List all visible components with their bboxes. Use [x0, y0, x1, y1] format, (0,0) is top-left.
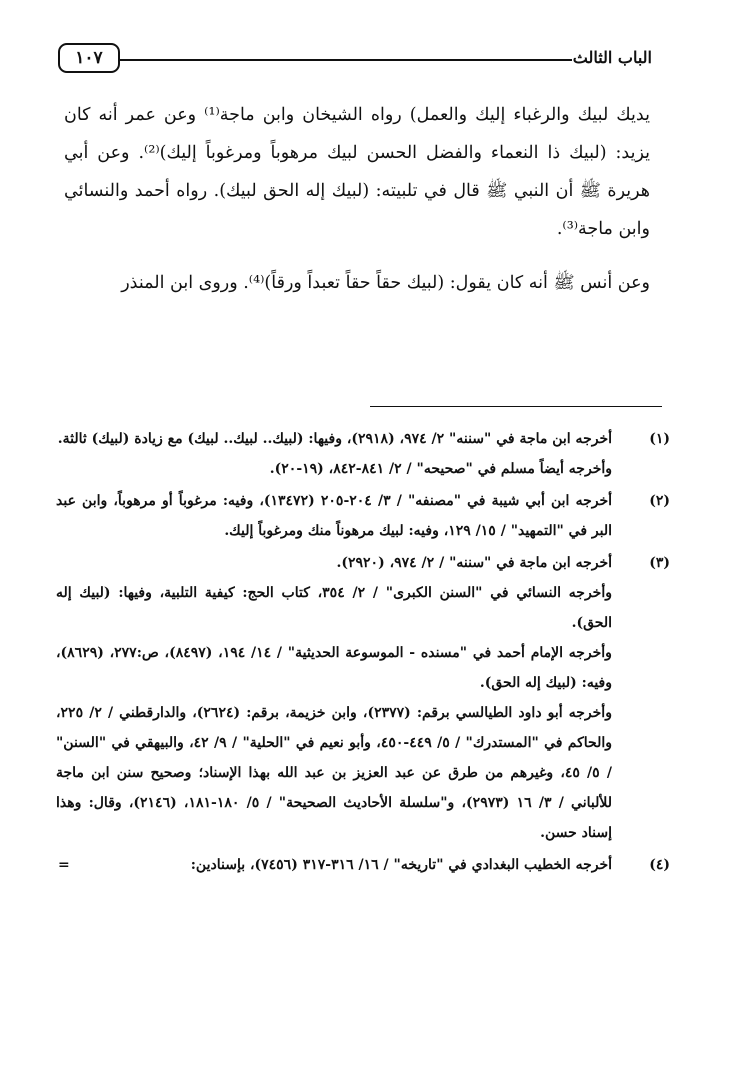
footnote-1 [56, 424, 670, 484]
footnote-number: (٤) [649, 857, 670, 873]
footnote-4 [56, 850, 670, 880]
main-text [64, 96, 650, 302]
footnote-number: (١) [649, 431, 670, 447]
footnote-line: وأخرجه أبو داود الطيالسي برقم: (٢٣٧٧)، وابن خزيمة، برقم: (٢٦٢٤)، والدارقطني / ٢/ ٢٢٥، والحاكم في "المستدرك" / ٥/ ٤٤٩-٤٥٠، وأبو نعيم في "الحلية" / ٩/ ٤٢، والبيهقي في "السنن" / ٥/ ٤٥، وغيرهم من طرق عن عبد العزيز بن عبد الله بهذا الإسناد؛ وصحيح سنن ابن ماجة للألباني / ٣/ ١٦ (٢٩٧٣)، و"سلسلة الأحاديث الصحيحة" / ٥/ ١٨٠-١٨١، (٢١٤٦)، وقال: وهذا إسناد حسن. [56, 705, 612, 841]
footnote-line: أخرجه ابن أبي شيبة في "مصنفه" / ٣/ ٢٠٤-٢٠٥ (١٣٤٧٢)، وفيه: مرغوباً أو مرهوباً، وابن عبد البر في "التمهيد" / ١٥/ ١٢٩، وفيه: لبيك مرهوناً منك ومرغوباً إليك. [56, 493, 613, 539]
footnote-3 [56, 548, 670, 848]
footnote-separator [370, 406, 662, 407]
footnote-line: وأخرجه النسائي في "السنن الكبرى" / ٢/ ٣٥٤، كتاب الحج: كيفية التلبية، وفيها: (لبيك إله الحق). [56, 585, 612, 631]
footnote-number: (٣) [649, 555, 670, 571]
header-rule [118, 59, 572, 61]
footnote-line: أخرجه الخطيب البغدادي في "تاريخه" / ١٦/ ٣١٦-٣١٧ (٧٤٥٦)، بإسنادين: [190, 857, 612, 873]
footnote-line: أخرجه ابن ماجة في "سننه" ٢/ ٩٧٤، (٢٩١٨)، وفيها: (لبيك.. لبيك.. لبيك) مع زيادة (لبيك) ثالثة. [57, 431, 612, 447]
footnote-line: أخرجه ابن ماجة في "سننه" / ٢/ ٩٧٤، (٢٩٢٠). [336, 555, 612, 571]
body-paragraph-1: يديك لبيك والرغباء إليك والعمل) رواه الشيخان وابن ماجة⁽¹⁾ وعن عمر أنه كان يزيد: (لبيك ذا النعماء والفضل الحسن لبيك مرهوباً ومرغوباً إليك)⁽²⁾. وعن أبي هريرة ﷺ أن النبي ﷺ قال في تلبيته: (لبيك إله الحق لبيك). رواه أحمد والنسائي وابن ماجة⁽³⁾. [64, 105, 650, 239]
chapter-title: الباب الثالث [572, 48, 652, 67]
body-paragraph-2: وعن أنس ﷺ أنه كان يقول: (لبيك حقاً حقاً تعبداً ورقاً)⁽⁴⁾. وروى ابن المنذر [121, 273, 650, 293]
footnote-line: وأخرجه أيضاً مسلم في "صحيحه" / ٢/ ٨٤١-٨٤٢، (١٩-٢٠). [269, 461, 612, 477]
footnote-line: وأخرجه الإمام أحمد في "مسنده - الموسوعة الحديثية" / ١٤/ ١٩٤، (٨٤٩٧)، ص:٢٧٧، (٨٦٢٩)، وفيه: (لبيك إله الحق). [56, 645, 612, 691]
page-number: ١٠٧ [58, 43, 120, 73]
continuation-mark: = [58, 857, 70, 873]
page-header [58, 46, 652, 76]
footnote-2 [56, 486, 670, 546]
footnote-number: (٢) [649, 493, 670, 509]
footnotes [56, 424, 670, 882]
